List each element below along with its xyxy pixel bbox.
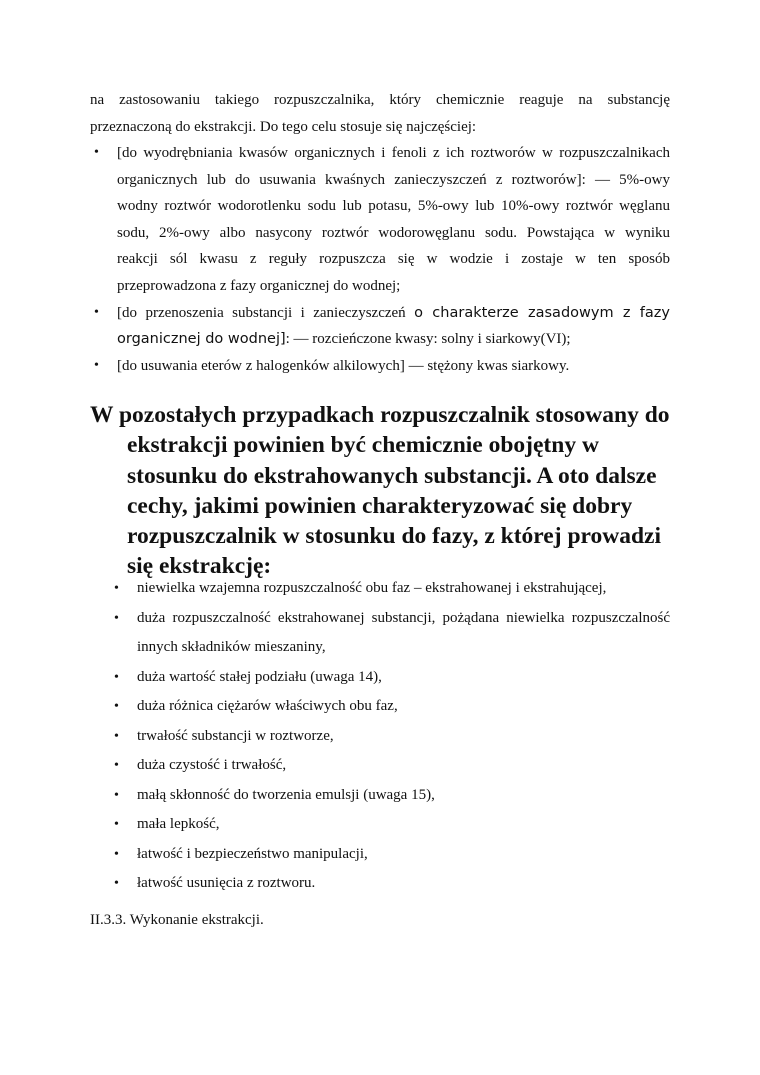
reagent-list [90,140,670,379]
heading-line: stosunku do ekstrahowanych substancji. A oto dalsze [127,462,657,489]
heading-line: ekstrakcji powinien być chemicznie obojętny w [127,432,599,459]
list-item [90,300,670,353]
text-line: łatwość usunięcia z roztworu. [137,875,316,891]
bullet-icon: • [114,876,119,891]
bullet-icon: • [114,610,119,626]
bullet-icon: • [114,846,119,862]
text-line: organicznych lub do usuwania kwaśnych zanieczyszczeń z roztworów]: — 5%-owy [117,171,670,188]
list-item [90,781,670,811]
section-heading [90,400,690,582]
bullet-icon: • [114,669,119,685]
heading-line: rozpuszczalnik w stosunku do fazy, z której prowadzi [127,523,662,550]
text-segment: organicznej do wodnej] [117,331,286,348]
text-line: mała lepkość, [137,816,220,832]
text-line: na zastosowaniu takiego rozpuszczalnika, który chemicznie reaguje na substancję [90,92,670,108]
list-item [90,663,670,693]
solvent-features-list [90,574,670,899]
text-line: duża rozpuszczalność ekstrahowanej substancji, pożądana niewielka rozpuszczalność [137,609,670,626]
text-line: [do usuwania eterów z halogenków alkilowych] — stężony kwas siarkowy. [117,357,570,374]
heading-line: W pozostałych przypadkach rozpuszczalnik stosowany do [90,402,670,428]
text-line [117,300,670,327]
list-item [90,574,670,604]
text-line [117,326,670,353]
text-line: łatwość i bezpieczeństwo manipulacji, [137,845,368,862]
list-item [90,140,670,300]
list-item [90,692,670,722]
text-line: wodny roztwór wodorotlenku sodu lub potasu, 5%-owy lub 10%-owy roztwór węglanu [117,198,670,215]
text-line: innych składników mieszaniny, [137,639,326,655]
bullet-icon: • [114,581,119,596]
text-segment: : — rozcieńczone kwasy: solny i siarkowy(VI); [285,331,571,348]
list-item [90,869,670,899]
text-segment: o charakterze zasadowym z fazy [414,304,670,321]
bullet-icon: • [94,145,99,160]
bullet-icon: • [94,357,99,373]
bullet-icon: • [114,758,119,773]
text-line: duża wartość stałej podziału (uwaga 14), [137,668,382,685]
bullet-icon: • [114,787,119,803]
list-item [90,840,670,870]
text-line: sodu, 2%-owy albo nasycony roztwór wodorowęglanu sodu. Powstająca w wyniku [117,224,670,241]
text-line: duża czystość i trwałość, [137,757,287,773]
bullet-icon: • [114,728,119,744]
bullet-icon: • [114,817,119,832]
text-line: przeprowadzona z fazy organicznej do wodnej; [117,277,401,294]
heading-line: cechy, jakimi powinien charakteryzować się dobry [127,492,633,519]
text-segment: [do przenoszenia substancji i zanieczyszczeń [117,304,415,321]
text-line: duża różnica ciężarów właściwych obu faz, [137,698,398,714]
text-line: reakcji sól kwasu z reguły rozpuszcza się w wodzie i zostaje w ten sposób [117,251,670,268]
text-line: trwałość substancji w roztworze, [137,727,334,744]
heading-line: się ekstrakcję: [127,553,272,580]
text-line: niewielka wzajemna rozpuszczalność obu faz – ekstrahowanej i ekstrahującej, [137,580,607,596]
list-item [90,353,670,380]
list-item [90,751,670,781]
bullet-icon: • [94,304,99,320]
text-line: [do wyodrębniania kwasów organicznych i fenoli z ich roztworów w rozpuszczalnikach [117,145,670,161]
text-line: przeznaczoną do ekstrakcji. Do tego celu stosuje się najczęściej: [90,118,477,135]
list-item [90,810,670,840]
bullet-icon: • [114,699,119,714]
list-item [90,722,670,752]
text-line: małą skłonność do tworzenia emulsji (uwaga 15), [137,786,435,803]
subsection-title: II.3.3. Wykonanie ekstrakcji. [90,912,264,928]
intro-paragraph [90,87,670,140]
list-item [90,604,670,663]
